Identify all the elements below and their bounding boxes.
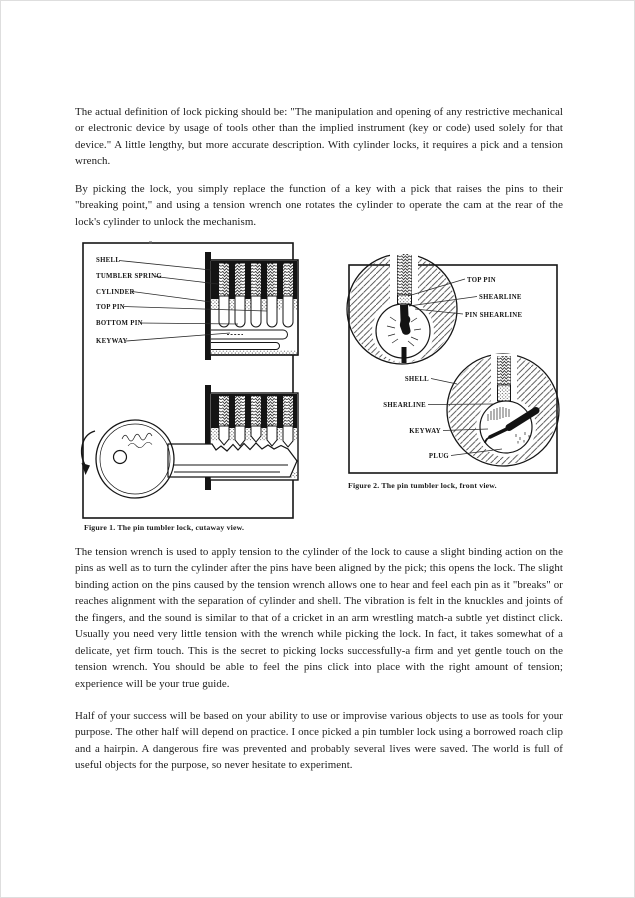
figure1-label-cylinder: CYLINDER [96, 289, 135, 296]
figure2-label-shearline-top: SHEARLINE [479, 294, 522, 301]
figure2-label-shearline: SHEARLINE [383, 402, 426, 409]
cutaway-lock-top-drawing [205, 252, 298, 360]
figure1-label-bottom-pin: BOTTOM PIN [96, 320, 143, 327]
figure2-label-pin-shearline: PIN SHEARLINE [465, 312, 523, 319]
top-pin-segment [398, 296, 411, 304]
keyway-slot [402, 347, 407, 363]
spring-coil [498, 356, 511, 385]
figure2-label-top-pin: TOP PIN [467, 277, 496, 284]
figure1-label-shell: SHELL [96, 257, 121, 264]
figure1-label-keyway: KEYWAY [96, 338, 128, 345]
front-view-plug-detail [447, 354, 559, 466]
figure1-cutaway-diagram [78, 240, 310, 521]
front-view-shearline-detail [347, 251, 457, 364]
figure2-front-view-diagram [345, 243, 565, 480]
figure2-label-keyway: KEYWAY [409, 428, 441, 435]
key-bow-hole [114, 451, 127, 464]
scan-speck [149, 242, 152, 245]
figure2-label-shell: SHELL [404, 376, 429, 383]
spring-coil [398, 254, 412, 295]
key-bow-engraving [122, 433, 152, 441]
figure1-label-top-pin: TOP PIN [96, 304, 125, 311]
paragraph-lockpicking-definition: The actual definition of lock picking should be: "The manipulation and opening of any restrictive mechanical or electronic device by usage of tools other than the implied instrument (key or code) used solely for that device." A little lengthy, but more accurate description. With cylinder locks, it requires a pick and a tension wrench. [75, 106, 563, 168]
paragraph-picking-function: By picking the lock, you simply replace the function of a key with a pick that raises the pins to their "breaking point," and using a tension wrench one rotates the cylinder to operate the cam at the rear of the lock's cylinder to unlock the mechanism. [75, 183, 563, 228]
top-pin-segment [498, 386, 510, 401]
figure2-caption: Figure 2. The pin tumbler lock, front view. [348, 481, 497, 490]
paragraph-improvised-tools: Half of your success will be based on your ability to use or improvise various objects to use as tools for your purpose. The other half will depend on practice. I once picked a pin tumbler lock using a borrowed roach clip and a hairpin. A dangerous fire was prevented and probably several lives were saved. The world is full of useful objects for the purpose, so never hesitate to experiment. [75, 710, 563, 772]
key-bow [96, 420, 174, 498]
cutaway-lock-key-drawing [82, 385, 299, 498]
figure1-caption: Figure 1. The pin tumbler lock, cutaway view. [84, 523, 245, 532]
figure1-label-tumbler-spring: TUMBLER SPRING [96, 273, 162, 280]
figure2-label-plug: PLUG [428, 453, 449, 460]
paragraph-tension-wrench: The tension wrench is used to apply tension to the cylinder of the lock to cause a slight binding action on the pins as well as to turn the cylinder after the pins have been aligned by the pick; this opens the lock. The slight binding action on the pins caused by the tension wrench allows one to hear and feel each pin as it "breaks" or reaches alignment with the separation of cylinder and shell. The vibration is felt in the knuckles and joints of the fingers, and the sound is similar to that of a cricket in an arm wrestling match-a subtle yet distinct click. Usually you need very little tension with the wrench while picking the lock. In fact, it takes somewhat of a delicate, yet firm touch. This is the secret to picking locks successfully-a firm and yet gentle touch on the tension wrench. You should be able to feel the pins click into place with the right amount of tension; experience will be your true guide. [75, 546, 563, 690]
